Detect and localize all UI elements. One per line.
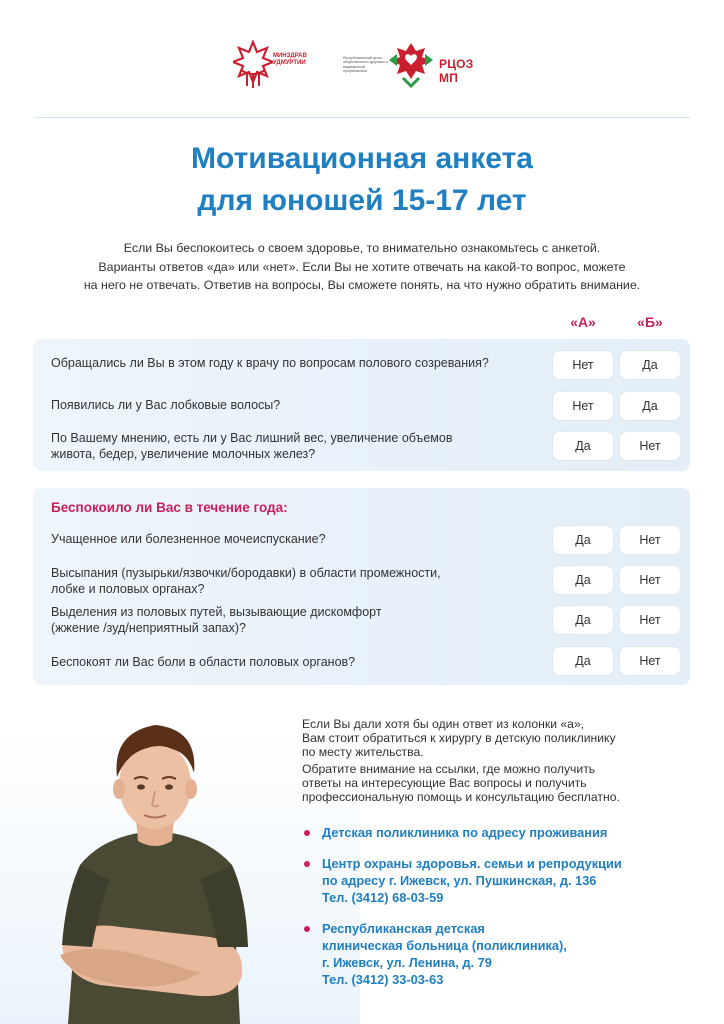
teen-boy-photo bbox=[60, 715, 250, 1024]
info-line: Вам стоит обратиться к хирургу в детскую поликлинику bbox=[302, 731, 616, 746]
question-2-3 bbox=[51, 604, 551, 636]
link-line: Тел. (3412) 33-03-63 bbox=[322, 972, 444, 987]
answer-a-1-2[interactable]: Нет bbox=[553, 392, 613, 420]
info-text bbox=[302, 717, 672, 806]
question-1-1 bbox=[51, 355, 551, 371]
answer-b-2-4[interactable]: Нет bbox=[620, 647, 680, 675]
question-2-1 bbox=[51, 531, 551, 547]
question-1-2 bbox=[51, 397, 551, 413]
answer-b-2-3[interactable]: Нет bbox=[620, 606, 680, 634]
question-text: Выделения из половых путей, вызывающие дискомфорт bbox=[51, 605, 382, 619]
question-2-2 bbox=[51, 565, 551, 597]
question-2-4 bbox=[51, 654, 551, 670]
bullet-icon bbox=[304, 830, 310, 836]
answer-a-2-2[interactable]: Да bbox=[553, 566, 613, 594]
link-line: г. Ижевск, ул. Ленина, д. 79 bbox=[322, 955, 492, 970]
title-line-1: Мотивационная анкета bbox=[191, 142, 533, 175]
rcz-logo bbox=[343, 42, 493, 90]
link-line: клиническая больница (поликлиника), bbox=[322, 938, 567, 953]
answer-a-2-4[interactable]: Да bbox=[553, 647, 613, 675]
questions-panel-1 bbox=[33, 339, 690, 471]
contact-links bbox=[304, 824, 694, 1002]
link-clinic[interactable] bbox=[304, 824, 694, 841]
answer-b-1-3[interactable]: Нет bbox=[620, 432, 680, 460]
answer-b-1-2[interactable]: Да bbox=[620, 392, 680, 420]
answer-b-2-1[interactable]: Нет bbox=[620, 526, 680, 554]
question-text: Беспокоят ли Вас боли в области половых органов? bbox=[51, 655, 356, 669]
header-divider bbox=[34, 117, 690, 118]
minzdrav-text-2: УДМУРТИИ bbox=[273, 60, 306, 66]
info-paragraph-1 bbox=[302, 717, 672, 760]
question-text: лобке и половых органах? bbox=[51, 582, 205, 596]
link-line: Центр охраны здоровья. семьи и репродукции bbox=[322, 856, 622, 871]
link-family-center[interactable] bbox=[304, 855, 694, 906]
info-line: Обратите внимание на ссылки, где можно получить bbox=[302, 761, 596, 776]
question-text: (жжение /зуд/неприятный запах)? bbox=[51, 621, 246, 635]
page-title bbox=[0, 138, 724, 222]
info-line: ответы на интересующие Вас вопросы и получить bbox=[302, 775, 587, 790]
minzdrav-emblem-icon bbox=[233, 40, 273, 92]
link-line: по адресу г. Ижевск, ул. Пушкинская, д. 136 bbox=[322, 873, 597, 888]
rcz-abbr: РЦОЗ МП bbox=[439, 57, 474, 85]
title-line-2: для юношей 15-17 лет bbox=[197, 184, 527, 217]
question-text: По Вашему мнению, есть ли у Вас лишний вес, увеличение объемов bbox=[51, 431, 453, 445]
minzdrav-logo bbox=[233, 40, 313, 92]
answer-b-2-2[interactable]: Нет bbox=[620, 566, 680, 594]
intro-line-1: Если Вы беспокоитесь о своем здоровье, то внимательно ознакомьтесь с анкетой. bbox=[123, 241, 601, 255]
link-line: Тел. (3412) 68-03-59 bbox=[322, 890, 444, 905]
info-line: по месту жительства. bbox=[302, 745, 424, 760]
question-text: Высыпания (пузырьки/язвочки/бородавки) в области промежности, bbox=[51, 566, 441, 580]
section-title: Беспокоило ли Вас в течение года: bbox=[51, 500, 288, 515]
info-line: Если Вы дали хотя бы один ответ из колонки «а», bbox=[302, 717, 585, 731]
question-text: Обращались ли Вы в этом году к врачу по вопросам полового созревания? bbox=[51, 356, 489, 370]
info-line: профессиональную помощь и консультацию бесплатно. bbox=[302, 790, 620, 805]
column-b-header: «Б» bbox=[637, 314, 663, 330]
link-line: Детская поликлиника по адресу проживания bbox=[322, 825, 608, 840]
question-1-3 bbox=[51, 430, 551, 462]
intro-line-3: на него не отвечать. Ответив на вопросы, Вы сможете понять, на что нужно обратить внимание. bbox=[83, 278, 641, 292]
info-paragraph-2 bbox=[302, 762, 672, 805]
answer-a-2-1[interactable]: Да bbox=[553, 526, 613, 554]
question-text: Учащенное или болезненное мочеиспускание? bbox=[51, 532, 326, 546]
answer-b-1-1[interactable]: Да bbox=[620, 351, 680, 379]
link-childrens-hospital[interactable] bbox=[304, 920, 694, 988]
rcz-emblem-icon bbox=[385, 42, 437, 88]
answer-a-1-3[interactable]: Да bbox=[553, 432, 613, 460]
bullet-icon bbox=[304, 926, 310, 932]
intro-text bbox=[40, 239, 684, 295]
intro-line-2: Варианты ответов «да» или «нет». Если Вы не хотите отвечать на какой-то вопрос, можете bbox=[98, 259, 626, 274]
bullet-icon bbox=[304, 861, 310, 867]
header-logos bbox=[0, 40, 724, 96]
questions-panel-2 bbox=[33, 488, 690, 685]
question-text: Появились ли у Вас лобковые волосы? bbox=[51, 398, 281, 412]
rcz-small-text: Республиканский центр общественного здоровья и медицинской профилактики bbox=[343, 56, 388, 74]
answer-a-1-1[interactable]: Нет bbox=[553, 351, 613, 379]
question-text: живота, бедер, увеличение молочных желез? bbox=[51, 447, 316, 461]
answer-a-2-3[interactable]: Да bbox=[553, 606, 613, 634]
column-a-header: «А» bbox=[570, 314, 596, 330]
minzdrav-text-1: МИНЗДРАВ bbox=[273, 53, 307, 59]
link-line: Республиканская детская bbox=[322, 921, 485, 936]
